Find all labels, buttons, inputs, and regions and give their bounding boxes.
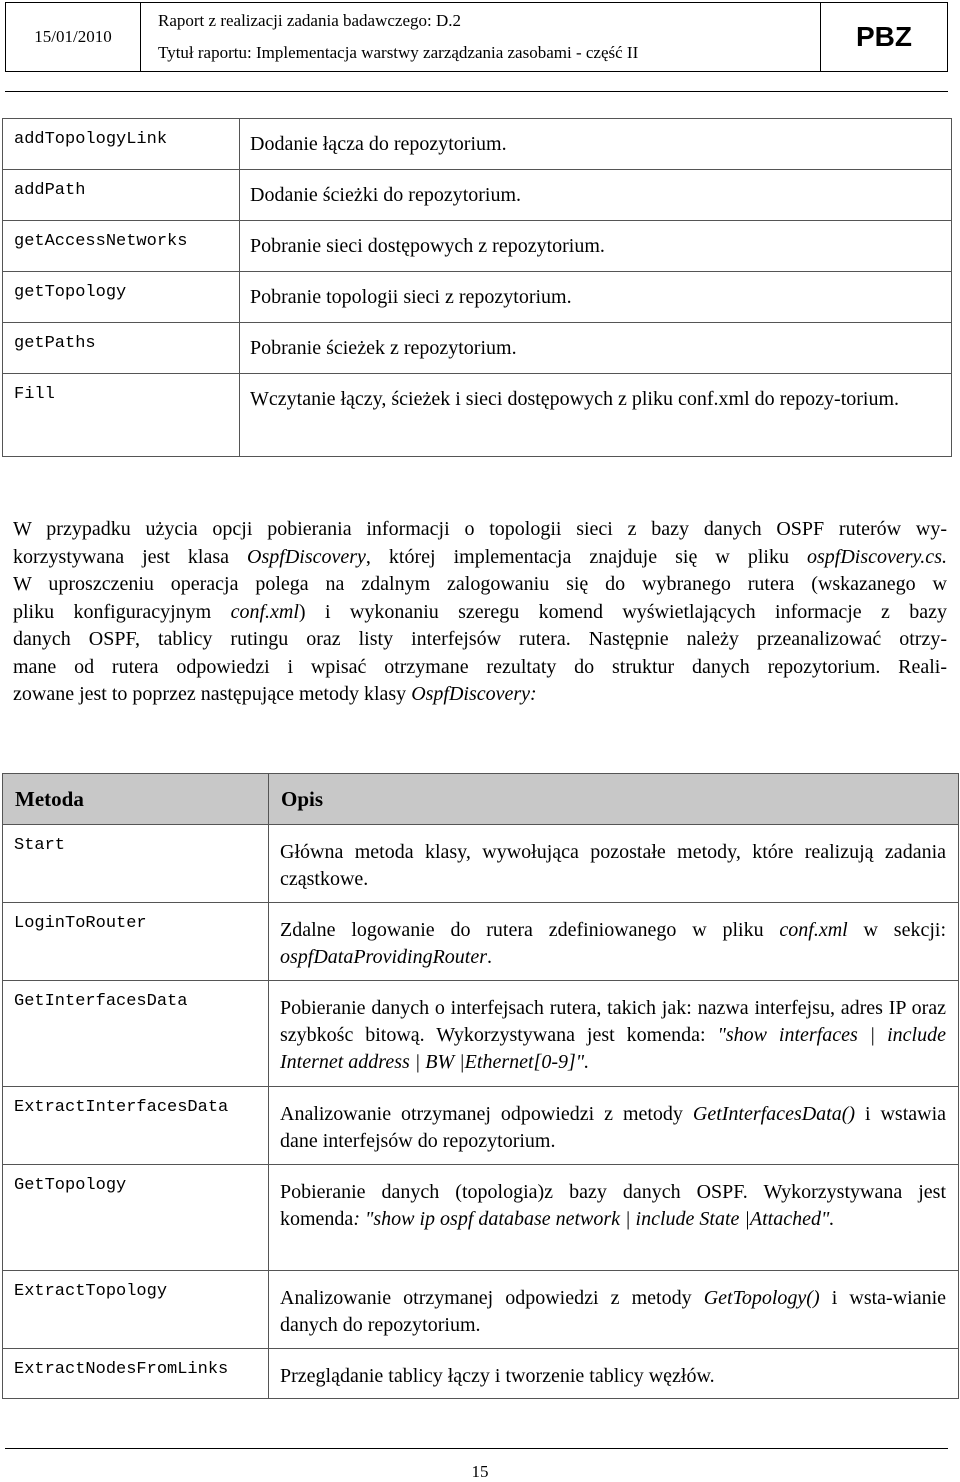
methods-table-1 bbox=[2, 118, 952, 457]
method-name: Start bbox=[3, 825, 269, 903]
method-name: getPaths bbox=[3, 323, 240, 374]
table-row bbox=[3, 1087, 959, 1165]
method-name: LoginToRouter bbox=[3, 903, 269, 981]
text-run: w sekcji: bbox=[847, 919, 947, 941]
command: "show interfaces | include Internet address | BW |Ethernet[0-9]". bbox=[280, 1024, 946, 1073]
text-run: Pobieranie danych (topologia)z bazy danych OSPF. Wykorzystywana jest komenda bbox=[280, 1181, 946, 1230]
class-name: OspfDiscovery bbox=[247, 545, 366, 568]
header-divider bbox=[5, 91, 948, 92]
method-desc: Pobranie sieci dostępowych z repozytorium. bbox=[240, 221, 952, 272]
method-name: ExtractTopology bbox=[3, 1271, 269, 1349]
pbz-logo: PBZ bbox=[856, 21, 912, 52]
method-desc bbox=[269, 903, 959, 981]
footer-divider bbox=[5, 1448, 948, 1449]
method-desc bbox=[269, 1271, 959, 1349]
text-run: . bbox=[487, 946, 493, 968]
paragraph-line: mane od rutera odpowiedzi i wpisać otrzymane rezultaty do struktur danych repozytorium. Reali- bbox=[13, 655, 947, 678]
body-paragraph bbox=[13, 516, 947, 709]
table-row bbox=[3, 1165, 959, 1271]
command: : "show ip ospf database network | include State |Attached". bbox=[353, 1208, 835, 1230]
text-run: Zdalne logowanie do rutera zdefiniowanego w pliku bbox=[280, 919, 780, 941]
header-title-block bbox=[141, 3, 821, 71]
method-name: ExtractNodesFromLinks bbox=[3, 1349, 269, 1399]
paragraph-line: danych OSPF, tablicy rutingu oraz listy interfejsów rutera. Następnie należy przeanalizować otrzy- bbox=[13, 628, 947, 650]
method-name: getTopology bbox=[3, 272, 240, 323]
file-name: ospfDiscovery.cs. bbox=[807, 545, 947, 568]
method-desc: Pobranie ścieżek z repozytorium. bbox=[240, 323, 952, 374]
text-run: Analizowanie otrzymanej odpowiedzi z metody bbox=[280, 1287, 704, 1309]
method-desc: Pobranie topologii sieci z repozytorium. bbox=[240, 272, 952, 323]
method-desc bbox=[269, 981, 959, 1087]
text-run: korzystywana jest klasa bbox=[13, 545, 248, 568]
title-line: Tytuł raportu: Implementacja warstwy zarządzania zasobami - część II bbox=[158, 43, 639, 62]
table-row bbox=[3, 323, 952, 374]
method-name: addTopologyLink bbox=[3, 119, 240, 170]
table-row bbox=[3, 825, 959, 903]
paragraph-line bbox=[13, 599, 947, 627]
table-row bbox=[3, 1271, 959, 1349]
text-run: , której implementacja znajduje się w pliku bbox=[365, 545, 807, 568]
method-desc: Dodanie łącza do repozytorium. bbox=[240, 119, 952, 170]
table-row bbox=[3, 981, 959, 1087]
text-run: zowane jest to poprzez następujące metody klasy bbox=[13, 683, 412, 705]
column-header-method: Metoda bbox=[3, 774, 269, 825]
method-desc: Główna metoda klasy, wywołująca pozostałe metody, które realizują zadania cząstkowe. bbox=[269, 825, 959, 903]
paragraph-line bbox=[13, 681, 947, 709]
table-row bbox=[3, 119, 952, 170]
method-ref: GetInterfacesData() bbox=[692, 1103, 856, 1125]
table-row bbox=[3, 170, 952, 221]
text-run: pliku konfiguracyjnym bbox=[13, 600, 231, 623]
page-header bbox=[5, 2, 948, 72]
section-name: ospfDataProvidingRouter bbox=[280, 946, 488, 968]
class-name: OspfDiscovery: bbox=[411, 683, 537, 705]
text-run: Pobieranie danych o interfejsach rutera, takich jak: nazwa interfejsu, adres IP oraz szybkośc bitową. Wykorzystywana jest komenda: bbox=[280, 997, 946, 1046]
paragraph-line: W uproszczeniu operacja polega na zdalnym zalogowaniu się do wybranego rutera (wskazanego w bbox=[13, 573, 947, 595]
table-row bbox=[3, 1349, 959, 1399]
table-row bbox=[3, 272, 952, 323]
text-run: Analizowanie otrzymanej odpowiedzi z metody bbox=[280, 1103, 693, 1125]
method-desc: Dodanie ścieżki do repozytorium. bbox=[240, 170, 952, 221]
method-desc: Przeglądanie tablicy łączy i tworzenie tablicy węzłów. bbox=[269, 1349, 959, 1399]
method-desc bbox=[269, 1087, 959, 1165]
table-row bbox=[3, 221, 952, 272]
method-desc: Wczytanie łączy, ścieżek i sieci dostępowych z pliku conf.xml do repozy-torium. bbox=[240, 374, 952, 457]
method-name: GetInterfacesData bbox=[3, 981, 269, 1087]
method-name: GetTopology bbox=[3, 1165, 269, 1271]
text-run: i wstawia dane interfejsów do repozytorium. bbox=[280, 1103, 947, 1152]
report-line: Raport z realizacji zadania badawczego: D.2 bbox=[158, 11, 462, 30]
header-date: 15/01/2010 bbox=[6, 3, 141, 71]
method-name: getAccessNetworks bbox=[3, 221, 240, 272]
method-name: addPath bbox=[3, 170, 240, 221]
method-desc bbox=[269, 1165, 959, 1271]
methods-table-2 bbox=[2, 773, 959, 1399]
text-run: i wsta-wianie danych do repozytorium. bbox=[280, 1287, 947, 1336]
file-name: conf.xml bbox=[779, 919, 848, 941]
column-header-desc: Opis bbox=[269, 774, 959, 825]
method-name: Fill bbox=[3, 374, 240, 457]
table-row bbox=[3, 903, 959, 981]
paragraph-line: W przypadku użycia opcji pobierania informacji o topologii sieci z bazy danych OSPF ruterów wy- bbox=[13, 518, 947, 540]
method-ref: GetTopology() bbox=[703, 1287, 820, 1309]
table-header-row bbox=[3, 774, 959, 825]
page-number: 15 bbox=[471, 1462, 489, 1481]
method-name: ExtractInterfacesData bbox=[3, 1087, 269, 1165]
paragraph-line bbox=[13, 544, 947, 572]
text-run: ) i wykonaniu szeregu komend wyświetlających informacje z bazy bbox=[298, 600, 948, 623]
table-row bbox=[3, 374, 952, 457]
file-name: conf.xml bbox=[230, 600, 299, 623]
